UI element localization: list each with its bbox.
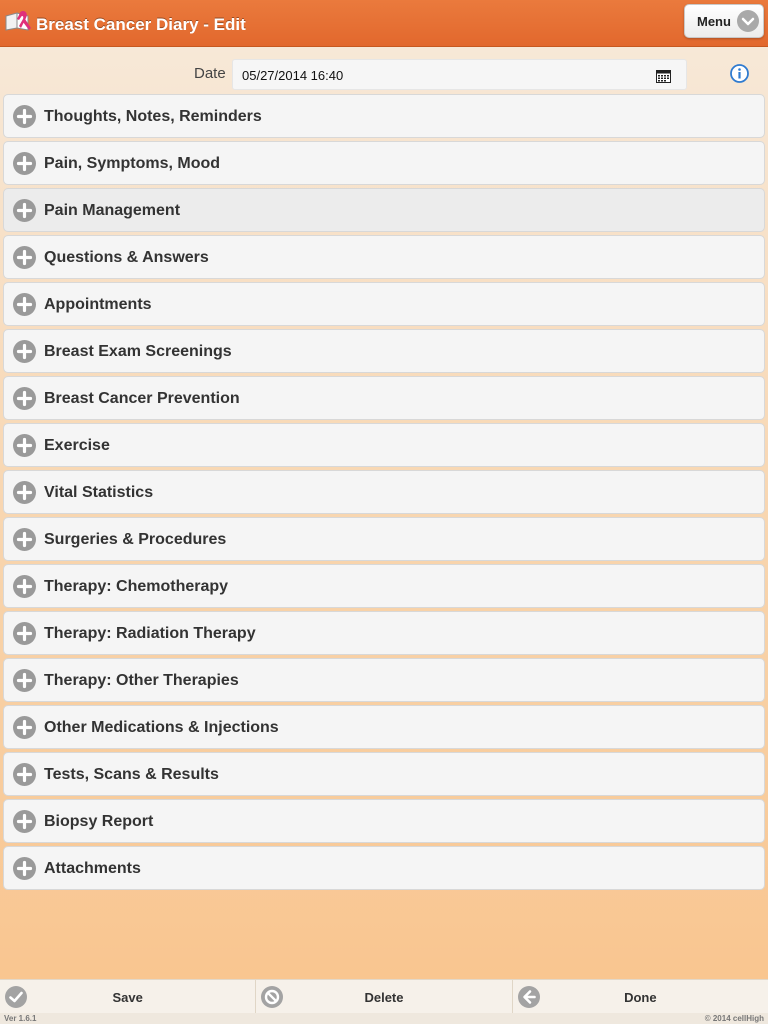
plus-icon bbox=[13, 810, 36, 833]
section-other-medications-injections[interactable] bbox=[3, 705, 765, 749]
plus-icon bbox=[13, 105, 36, 128]
section-label: Questions & Answers bbox=[44, 249, 209, 266]
app-header bbox=[0, 0, 768, 47]
plus-icon bbox=[13, 481, 36, 504]
plus-icon bbox=[13, 716, 36, 739]
plus-icon bbox=[13, 669, 36, 692]
section-label: Vital Statistics bbox=[44, 484, 154, 501]
section-biopsy-report[interactable] bbox=[3, 799, 765, 843]
section-label: Other Medications & Injections bbox=[44, 719, 279, 736]
section-surgeries-procedures[interactable] bbox=[3, 517, 765, 561]
section-label: Thoughts, Notes, Reminders bbox=[44, 108, 262, 125]
plus-icon bbox=[13, 857, 36, 880]
section-label: Tests, Scans & Results bbox=[44, 766, 219, 783]
plus-icon bbox=[13, 763, 36, 786]
save-button[interactable] bbox=[0, 980, 256, 1014]
section-vital-statistics[interactable] bbox=[3, 470, 765, 514]
plus-icon bbox=[13, 199, 36, 222]
date-field[interactable] bbox=[232, 59, 687, 90]
section-label: Breast Cancer Prevention bbox=[44, 390, 240, 407]
date-row bbox=[0, 54, 768, 94]
section-breast-cancer-prevention[interactable] bbox=[3, 376, 765, 420]
bottom-toolbar bbox=[0, 979, 768, 1013]
version-text: Ver 1.6.1 bbox=[4, 1014, 37, 1023]
section-label: Pain Management bbox=[44, 202, 181, 219]
plus-icon bbox=[13, 434, 36, 457]
section-label: Surgeries & Procedures bbox=[44, 531, 227, 548]
section-appointments[interactable] bbox=[3, 282, 765, 326]
section-thoughts-notes-reminders[interactable] bbox=[3, 94, 765, 138]
section-pain-management[interactable] bbox=[3, 188, 765, 232]
section-label: Therapy: Radiation Therapy bbox=[44, 625, 256, 642]
section-label: Appointments bbox=[44, 296, 152, 313]
section-list bbox=[3, 94, 765, 893]
save-button-label: Save bbox=[112, 990, 143, 1005]
chevron-down-icon bbox=[737, 10, 759, 32]
done-button[interactable] bbox=[513, 980, 768, 1014]
plus-icon bbox=[13, 246, 36, 269]
date-label: Date bbox=[194, 65, 226, 82]
delete-button-label: Delete bbox=[364, 990, 404, 1005]
done-button-label: Done bbox=[624, 990, 657, 1005]
menu-button-label: Menu bbox=[697, 14, 731, 29]
page-title: Breast Cancer Diary - Edit bbox=[36, 15, 246, 34]
section-exercise[interactable] bbox=[3, 423, 765, 467]
plus-icon bbox=[13, 387, 36, 410]
copyright-text: © 2014 cellHigh bbox=[704, 1014, 764, 1023]
section-therapy-other[interactable] bbox=[3, 658, 765, 702]
section-label: Therapy: Chemotherapy bbox=[44, 578, 229, 595]
plus-icon bbox=[13, 152, 36, 175]
section-label: Biopsy Report bbox=[44, 813, 154, 830]
section-attachments[interactable] bbox=[3, 846, 765, 890]
footer bbox=[0, 1013, 768, 1024]
section-therapy-chemotherapy[interactable] bbox=[3, 564, 765, 608]
section-label: Exercise bbox=[44, 437, 110, 454]
menu-button[interactable] bbox=[684, 4, 764, 38]
section-label: Attachments bbox=[44, 860, 141, 877]
info-icon[interactable] bbox=[730, 64, 749, 83]
section-questions-answers[interactable] bbox=[3, 235, 765, 279]
plus-icon bbox=[13, 340, 36, 363]
section-label: Therapy: Other Therapies bbox=[44, 672, 239, 689]
plus-icon bbox=[13, 293, 36, 316]
section-label: Breast Exam Screenings bbox=[44, 343, 232, 360]
date-value: 05/27/2014 16:40 bbox=[242, 68, 344, 83]
plus-icon bbox=[13, 622, 36, 645]
diary-ribbon-logo bbox=[4, 9, 34, 33]
section-label: Pain, Symptoms, Mood bbox=[44, 155, 221, 172]
section-pain-symptoms-mood[interactable] bbox=[3, 141, 765, 185]
section-tests-scans-results[interactable] bbox=[3, 752, 765, 796]
plus-icon bbox=[13, 575, 36, 598]
plus-icon bbox=[13, 528, 36, 551]
delete-button[interactable] bbox=[256, 980, 512, 1014]
section-breast-exam-screenings[interactable] bbox=[3, 329, 765, 373]
calendar-icon[interactable] bbox=[656, 69, 671, 83]
section-therapy-radiation[interactable] bbox=[3, 611, 765, 655]
